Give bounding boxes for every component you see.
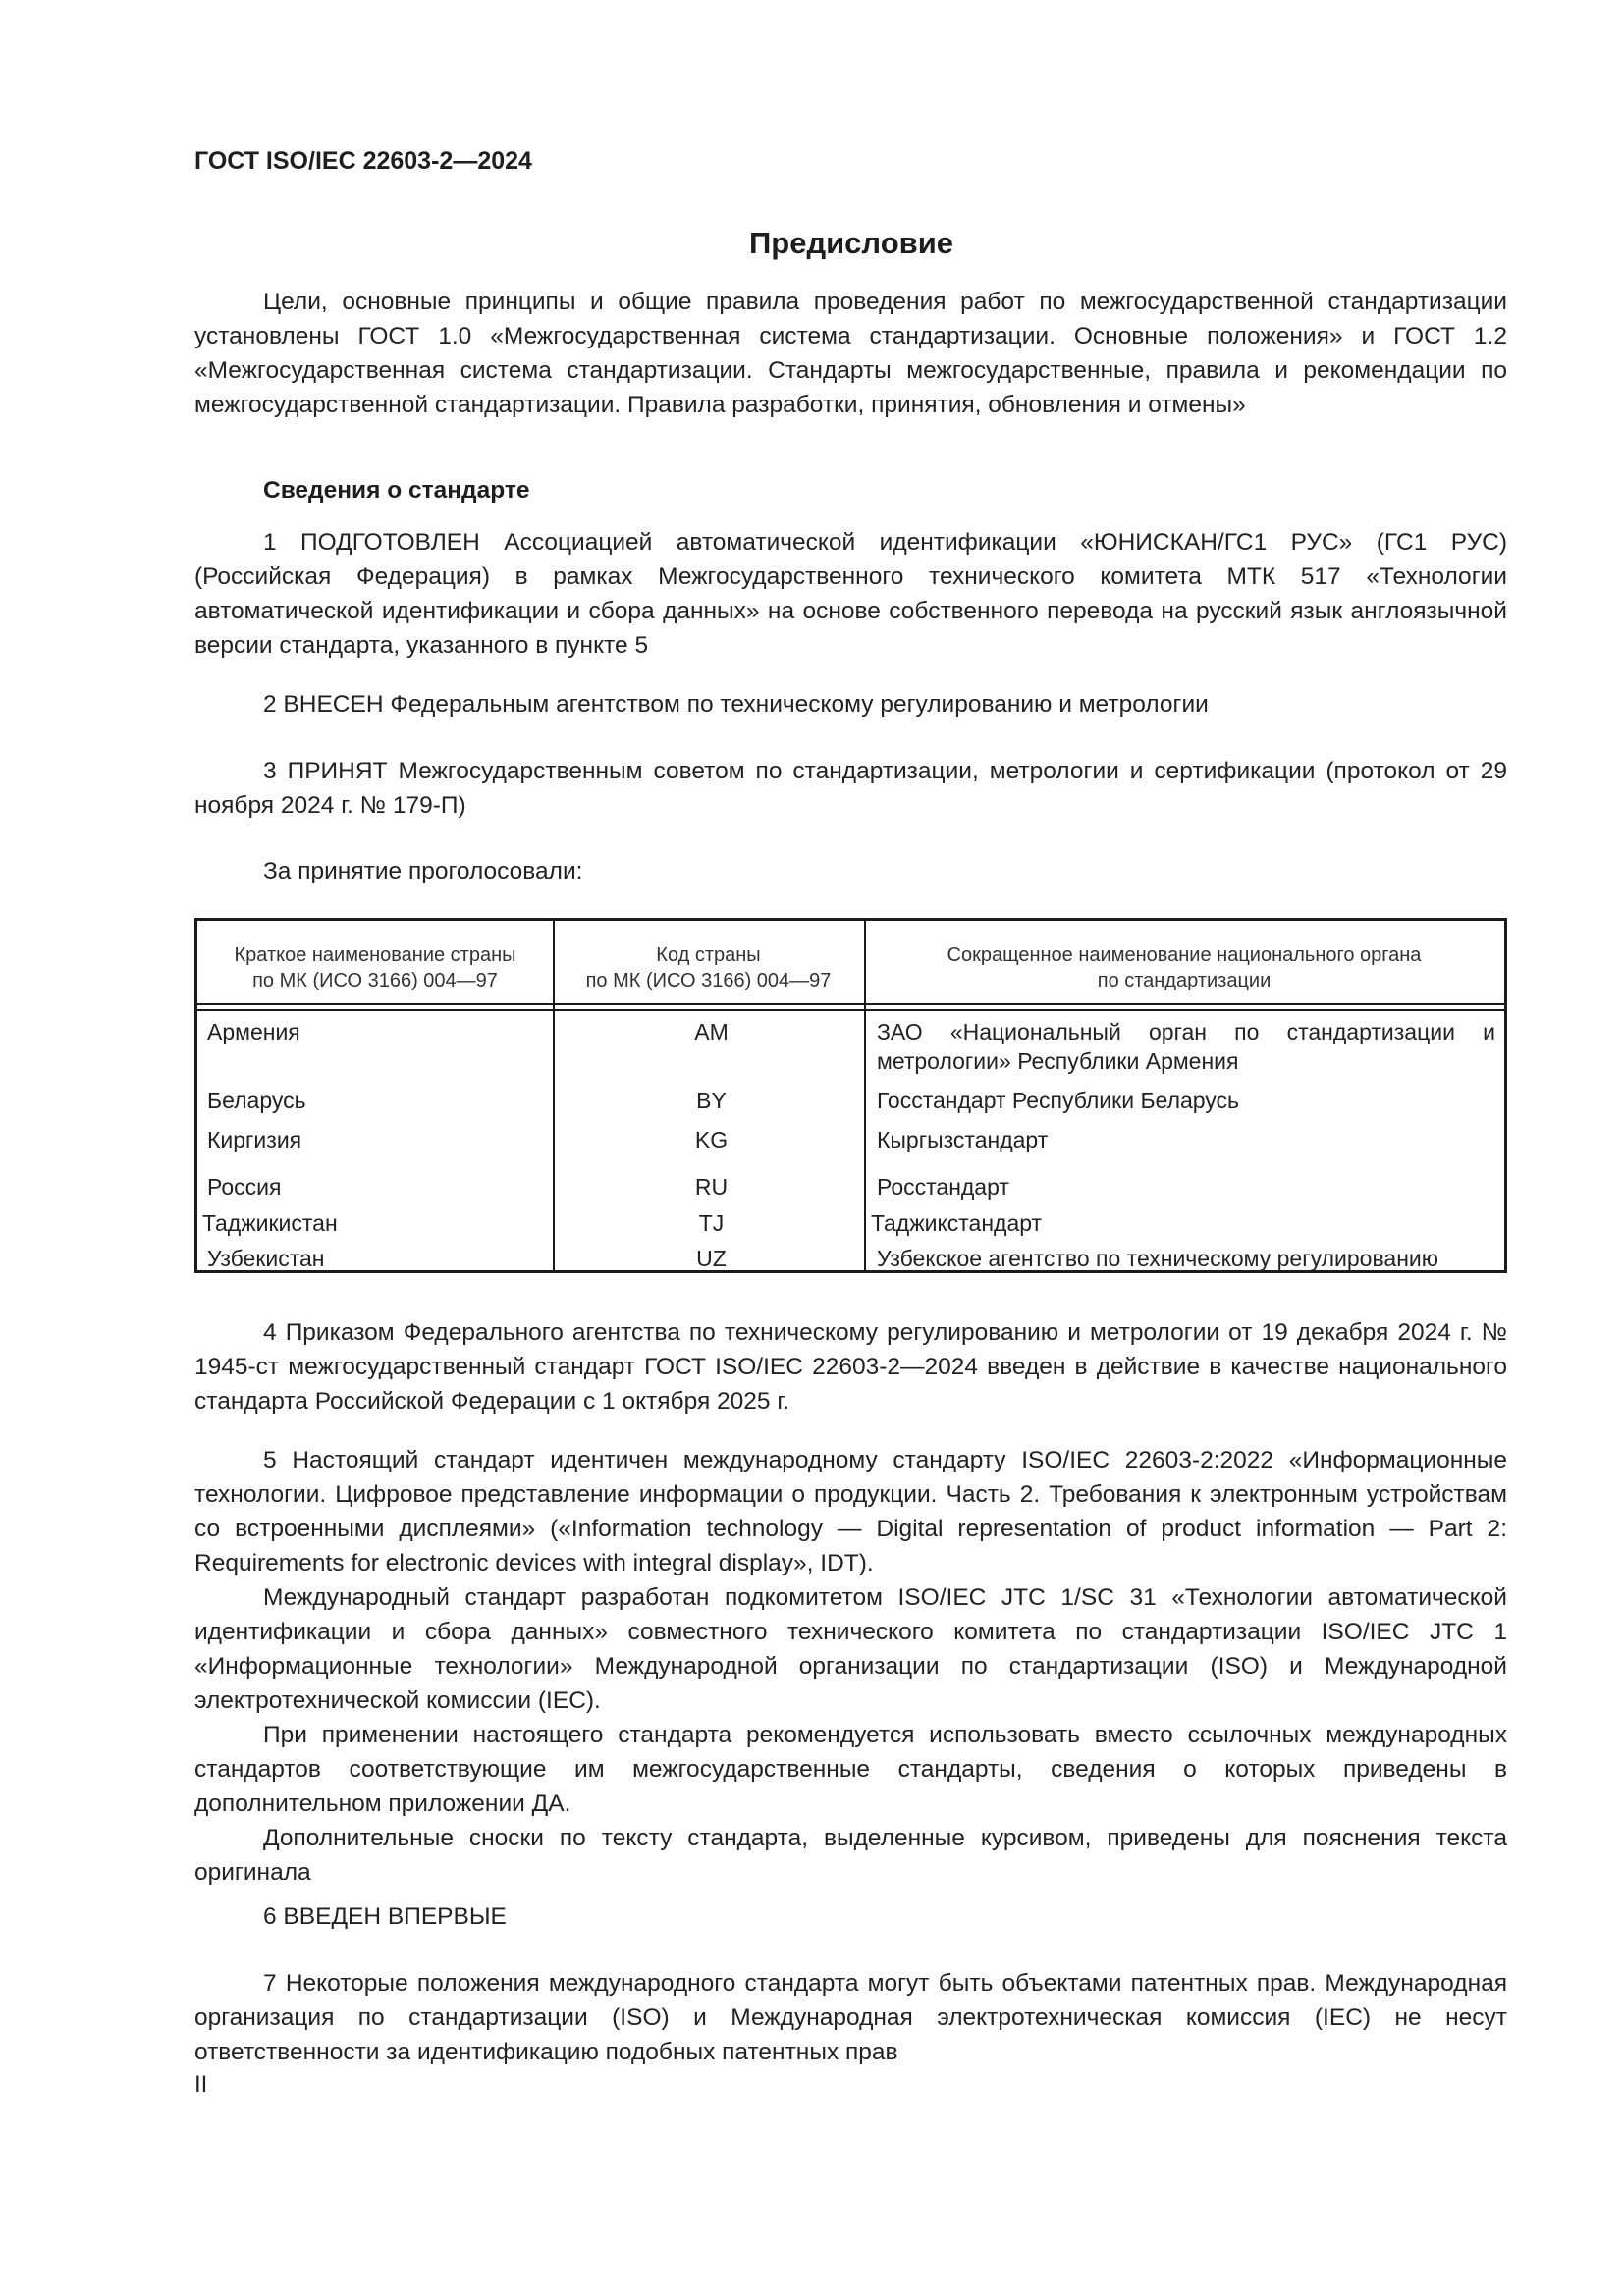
item-5-paragraph-3: При применении настоящего стандарта рекомендуется использовать вместо ссылочных международных стандартов соответствующие им межгосударственные стандарты, сведения о которых приведены в дополнительном приложении ДА. — [194, 1722, 1507, 1817]
item-5-paragraph-4: Дополнительные сноски по тексту стандарта, выделенные курсивом, приведены для пояснения текста оригинала — [194, 1825, 1507, 1886]
item-7: 7 Некоторые положения международного стандарта могут быть объектами патентных прав. Международная организация по стандартизации (ISO) и Международная электротехническая комиссия (IEC) не несут ответственности за идентификацию подобных патентных прав — [194, 1970, 1507, 2065]
header-line: Краткое наименование страны — [234, 944, 516, 966]
item-7-block — [194, 1966, 1507, 2069]
header-line: Код страны — [656, 944, 761, 966]
table-cell-country: Узбекистан — [207, 1246, 325, 1271]
item-5-paragraph-2: Международный стандарт разработан подкомитетом ISO/IEC JTC 1/SC 31 «Технологии автоматической идентификации и сбора данных» совместного технического комитета по стандартизации ISO/IEC JTC 1 «Информационные технологии» Международной организации по стандартизации (ISO) и Международной электротехнической комиссии (IEC). — [194, 1584, 1507, 1714]
table-cell-organization: ЗАО «Национальный орган по стандартизации и — [877, 1019, 1495, 1044]
table-cell-code: UZ — [696, 1246, 727, 1271]
table-cell-code: BY — [696, 1088, 727, 1113]
table-cell-organization: Госстандарт Республики Беларусь — [877, 1088, 1240, 1113]
table-cell-country: Армения — [207, 1019, 300, 1044]
table-cell-country: Россия — [207, 1174, 282, 1200]
voting-table — [194, 918, 1507, 1273]
voted-label-block — [194, 854, 1507, 888]
table-header-country — [197, 942, 553, 993]
item-4-block — [194, 1315, 1507, 1418]
item-1-block — [194, 525, 1507, 663]
table-cell-code: AM — [694, 1019, 729, 1044]
table-cell-code: KG — [694, 1127, 729, 1152]
table-cell-country: Киргизия — [207, 1127, 302, 1152]
table-cell-country: Беларусь — [207, 1088, 306, 1113]
item-3-block — [194, 754, 1507, 823]
header-line: по МК (ИСО 3166) 004—97 — [585, 970, 832, 991]
item-1: 1 ПОДГОТОВЛЕН Ассоциацией автоматической идентификации «ЮНИСКАН/ГС1 РУС» (ГС1 РУС) (Российская Федерация) в рамках Межгосударственного технического комитета МТК 517 «Технологии автоматической идентификации и сбора данных» на основе собственного перевода на русский язык англоязычной версии стандарта, указанного в пункте 5 — [194, 529, 1507, 659]
section-heading: Сведения о стандарте — [263, 477, 530, 504]
item-3: 3 ПРИНЯТ Межгосударственным советом по стандартизации, метрологии и сертификации (протокол от 29 ноября 2024 г. № 179-П) — [194, 758, 1507, 819]
item-2-block — [194, 687, 1507, 721]
table-header-organization — [864, 942, 1504, 993]
item-4: 4 Приказом Федерального агентства по техническому регулированию и метрологии от 19 декабря 2024 г. № 1945-ст межгосударственный стандарт ГОСТ ISO/IEC 22603-2—2024 введен в действие в качестве национального стандарта Российской Федерации с 1 октября 2025 г. — [194, 1319, 1507, 1415]
table-cell-organization: Узбекское агентство по техническому регулированию — [877, 1246, 1439, 1271]
table-cell-organization: Кыргызстандарт — [877, 1127, 1049, 1152]
voted-label: За принятие проголосовали: — [263, 858, 583, 884]
item-5-block — [194, 1443, 1507, 1890]
item-6: 6 ВВЕДЕН ВПЕРВЫЕ — [263, 1903, 507, 1930]
table-cell-code: TJ — [698, 1210, 725, 1236]
table-cell-organization-cont: метрологии» Республики Армения — [877, 1048, 1239, 1074]
page-header-doc-id: ГОСТ ISO/IEC 22603-2—2024 — [194, 147, 532, 175]
table-header-code — [553, 942, 864, 993]
item-6-block — [194, 1899, 1507, 1934]
item-5: 5 Настоящий стандарт идентичен международному стандарту ISO/IEC 22603-2:2022 «Информационные технологии. Цифровое представление информации о продукции. Часть 2. Требования к электронным устройствам со встроенными дисплеями» («Information technology — Digital representation of product information — Part 2: Requirements for electronic devices with integral display», IDT). — [194, 1447, 1507, 1576]
header-line: по МК (ИСО 3166) 004—97 — [252, 970, 498, 991]
table-cell-country: Таджикистан — [202, 1210, 338, 1236]
header-line: Сокращенное наименование национального органа — [947, 944, 1422, 966]
item-2: 2 ВНЕСЕН Федеральным агентством по техническому регулированию и метрологии — [263, 691, 1209, 718]
header-divider — [197, 1003, 1504, 1011]
table-cell-organization: Росстандарт — [877, 1174, 1009, 1200]
page-number: II — [194, 2071, 208, 2098]
table-cell-organization: Таджикстандарт — [871, 1210, 1043, 1236]
page-title: Предисловие — [748, 226, 953, 260]
intro-paragraph-block — [194, 285, 1507, 422]
table-cell-code: RU — [694, 1174, 729, 1200]
intro-paragraph: Цели, основные принципы и общие правила проведения работ по межгосударственной стандартизации установлены ГОСТ 1.0 «Межгосударственная система стандартизации. Основные положения» и ГОСТ 1.2 «Межгосударственная система стандартизации. Стандарты межгосударственные, правила и рекомендации по межгосударственной стандартизации. Правила разработки, принятия, обновления и отмены» — [194, 289, 1507, 418]
header-line: по стандартизации — [1097, 970, 1272, 991]
